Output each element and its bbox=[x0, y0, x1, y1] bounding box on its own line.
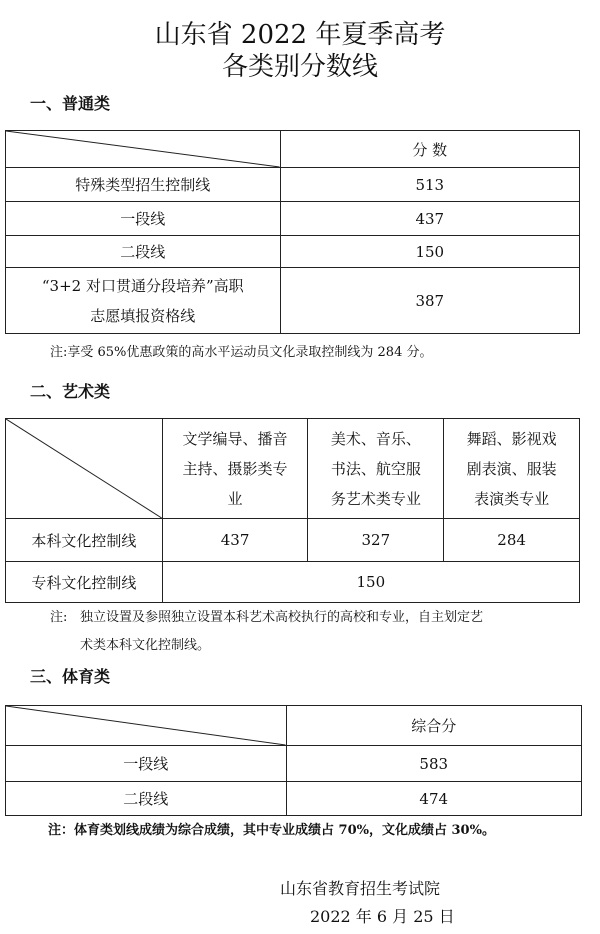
art-column-header bbox=[308, 419, 444, 519]
row-label: 二段线 bbox=[6, 236, 281, 268]
art-table bbox=[5, 418, 580, 603]
row-label: 本科文化控制线 bbox=[6, 519, 163, 562]
header-line: 美术、音乐、 bbox=[330, 429, 421, 448]
row-label bbox=[6, 268, 281, 334]
art-column-header bbox=[162, 419, 308, 519]
diagonal-line-icon bbox=[6, 706, 286, 745]
header-line: 文学编导、播音 bbox=[182, 429, 288, 448]
header-line: 业 bbox=[227, 489, 243, 508]
row-label: 一段线 bbox=[6, 746, 287, 782]
general-note: 注:享受 65%优惠政策的高水平运动员文化录取控制线为 284 分。 bbox=[50, 345, 433, 360]
section-sports-heading: 三、体育类 bbox=[30, 667, 111, 686]
sports-note: 注：体育类划线成绩为综合成绩，其中专业成绩占 70%，文化成绩占 30%。 bbox=[48, 823, 495, 838]
row-label: 专科文化控制线 bbox=[6, 562, 163, 603]
row-value: 437 bbox=[162, 519, 308, 562]
table-row bbox=[6, 236, 580, 268]
header-line: 务艺术类专业 bbox=[330, 489, 421, 508]
row-value: 387 bbox=[280, 268, 579, 334]
row-value: 150 bbox=[162, 562, 579, 603]
row-value: 474 bbox=[286, 782, 582, 816]
header-line: 表演类专业 bbox=[474, 489, 550, 508]
table-row bbox=[6, 168, 580, 202]
table-row bbox=[6, 746, 582, 782]
diagonal-line-icon bbox=[6, 131, 280, 167]
composite-score-header: 综合分 bbox=[286, 706, 582, 746]
issuer-org: 山东省教育招生考试院 bbox=[280, 879, 441, 898]
row-value: 437 bbox=[280, 202, 579, 236]
diagonal-header-cell bbox=[6, 419, 163, 519]
row-value: 327 bbox=[308, 519, 444, 562]
row-value: 583 bbox=[286, 746, 582, 782]
art-note-line1: 独立设置及参照独立设置本科艺术高校执行的高校和专业，自主划定艺 bbox=[80, 610, 484, 625]
sports-table bbox=[5, 705, 582, 816]
row-value: 150 bbox=[280, 236, 579, 268]
section-general-heading: 一、普通类 bbox=[30, 94, 111, 113]
score-column-header: 分 数 bbox=[280, 131, 579, 168]
diagonal-header-cell bbox=[6, 131, 281, 168]
section-art-heading: 二、艺术类 bbox=[30, 382, 111, 401]
header-line: 舞蹈、影视戏 bbox=[466, 429, 557, 448]
table-row bbox=[6, 202, 580, 236]
header-line: 主持、摄影类专 bbox=[182, 459, 288, 478]
row-label: 一段线 bbox=[6, 202, 281, 236]
row-label-line2: 志愿填报资格线 bbox=[90, 306, 196, 325]
issue-date: 2022 年 6 月 25 日 bbox=[310, 907, 455, 926]
art-column-header bbox=[444, 419, 580, 519]
row-value: 513 bbox=[280, 168, 579, 202]
doc-title-line1: 山东省 2022 年夏季高考 bbox=[154, 20, 446, 50]
diagonal-header-cell bbox=[6, 706, 287, 746]
table-row bbox=[6, 519, 580, 562]
art-note-prefix: 注: bbox=[50, 610, 68, 625]
general-table bbox=[5, 130, 580, 334]
header-line: 书法、航空服 bbox=[330, 459, 421, 478]
diagonal-line-icon bbox=[6, 419, 162, 518]
art-note-line2: 术类本科文化控制线。 bbox=[80, 638, 211, 653]
header-line: 剧表演、服装 bbox=[466, 459, 557, 478]
table-row bbox=[6, 268, 580, 334]
table-row bbox=[6, 782, 582, 816]
row-label: 二段线 bbox=[6, 782, 287, 816]
row-label: 特殊类型招生控制线 bbox=[6, 168, 281, 202]
table-row bbox=[6, 562, 580, 603]
doc-title-line2: 各类别分数线 bbox=[221, 52, 378, 82]
row-value: 284 bbox=[444, 519, 580, 562]
row-label-line1: “3+2 对口贯通分段培养”高职 bbox=[41, 276, 244, 295]
